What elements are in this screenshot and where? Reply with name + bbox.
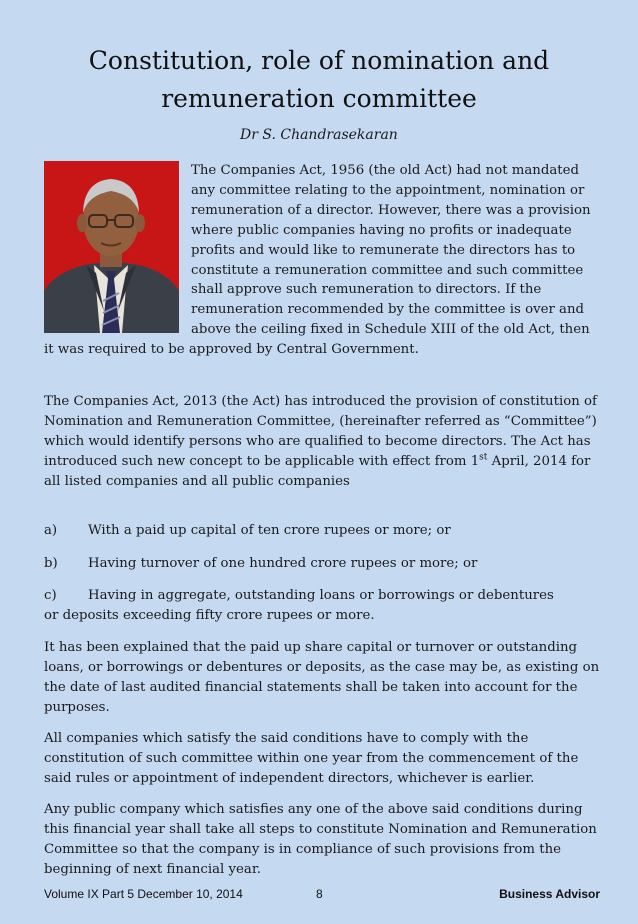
author-byline: Dr S. Chandrasekaran xyxy=(240,127,398,143)
list-label-a: a) xyxy=(44,523,58,538)
footer-issue: Volume IX Part 5 December 10, 2014 xyxy=(44,887,243,901)
list-label-c: c) xyxy=(44,588,57,603)
list-item-a xyxy=(44,521,600,541)
list-item-b xyxy=(44,554,600,574)
paragraph-2-text-b: April, 2014 for all listed companies and all public companies xyxy=(44,453,591,489)
list-text-b: Having turnover of one hundred crore rupees or more; or xyxy=(88,556,478,571)
paragraph-2 xyxy=(44,392,600,492)
paragraph-2-text-a: The Companies Act, 2013 (the Act) has introduced the provision of constitution of Nomination and Remuneration Committee, (hereinafter referred as “Committee”) which would identify persons who are qualified to become directors. The Act has introduced such new concept to be applicable with effect from 1 xyxy=(44,394,597,469)
paragraph-5-text: Any public company which satisfies any one of the above said conditions during this financial year shall take all steps to constitute Nomination and Remuneration Committee so that the company is in compliance of such provisions from the beginning of next financial year. xyxy=(44,802,597,877)
paragraph-1: The Companies Act, 1956 (the old Act) had not mandated any committee relating to the appointment, nomination or remuneration of a director. However, there was a provision where public companies having no profits or inadequate profits and would like to remunerate the directors has to constitute a remuneration committee and such committee shall approve such remuneration to directors. If the remuneration recommended by the committee is over and above the ceiling fixed in Schedule XIII of the old Act, then it was required to be approved by Central Government. xyxy=(44,163,591,358)
paragraph-4-text: All companies which satisfy the said conditions have to comply with the constitution of such committee within one year from the commencement of the said rules or appointment of independent directors, whichever is earlier. xyxy=(44,731,579,786)
intro-paragraph xyxy=(44,161,600,360)
footer-publication: Business Advisor xyxy=(499,887,600,901)
superscript-st: st xyxy=(479,452,488,463)
paragraph-4 xyxy=(44,729,600,789)
paragraph-5 xyxy=(44,800,600,880)
footer-page-number: 8 xyxy=(316,887,323,901)
article-title xyxy=(20,42,618,118)
list-item-c xyxy=(44,586,600,626)
title-line-1: Constitution, role of nomination and xyxy=(88,46,550,75)
title-line-2: remuneration committee xyxy=(161,84,477,113)
list-text-c: Having in aggregate, outstanding loans or borrowings or debentures xyxy=(88,588,554,603)
list-text-a: With a paid up capital of ten crore rupees or more; or xyxy=(88,523,451,538)
photo-spacer xyxy=(44,161,191,333)
paragraph-3-text: It has been explained that the paid up share capital or turnover or outstanding loans, or borrowings or debentures or deposits, as the case may be, as existing on the date of last audited financial statements shall be taken into account for the purposes. xyxy=(44,640,600,715)
list-label-b: b) xyxy=(44,556,58,571)
paragraph-3 xyxy=(44,638,600,718)
page-footer xyxy=(44,887,600,903)
list-text-c-continued: or deposits exceeding fifty crore rupees or more. xyxy=(44,607,375,623)
